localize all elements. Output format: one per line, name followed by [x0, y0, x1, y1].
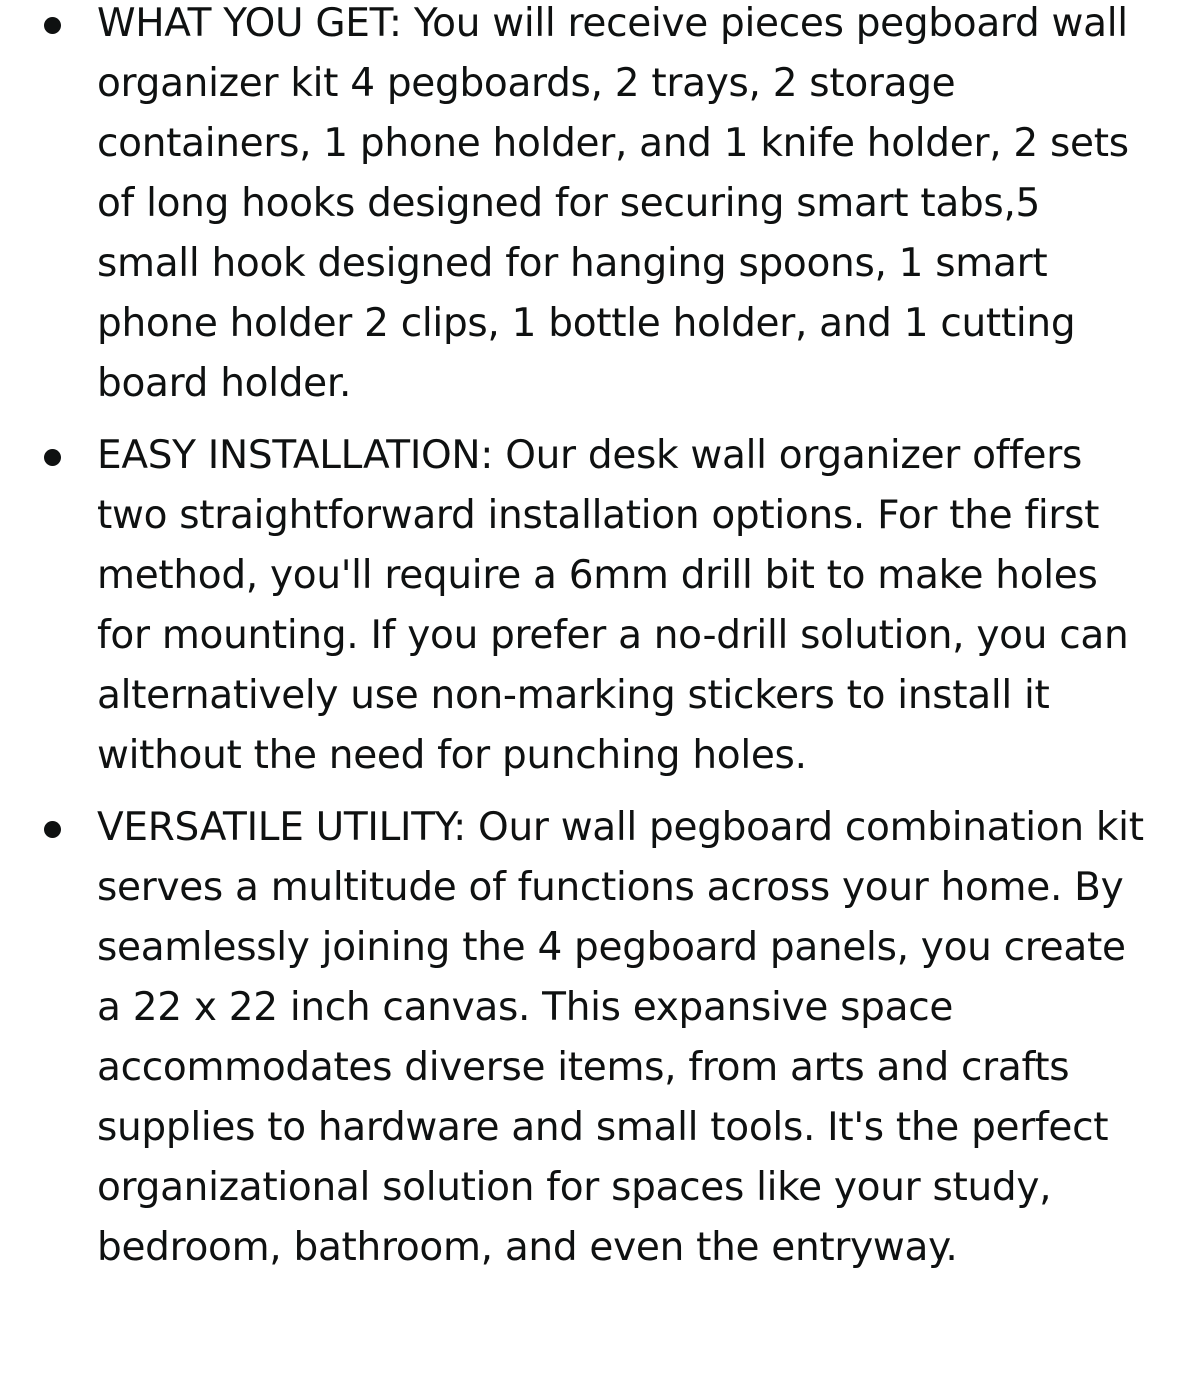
- feature-bullet-text: EASY INSTALLATION: Our desk wall organizer offers two straightforward installation options. For the first method, you'll require a 6mm drill bit to make holes for mounting. If you prefer a no-drill solution, you can alternatively use non-marking stickers to install it without the need for punching holes.: [97, 433, 1129, 778]
- feature-bullet-text: WHAT YOU GET: You will receive pieces pegboard wall organizer kit 4 pegboards, 2 trays, 2 storage containers, 1 phone holder, and 1 knife holder, 2 sets of long hooks designed for securing smart tabs,5 small hook designed for hanging spoons, 1 smart phone holder 2 clips, 1 bottle holder, and 1 cutting board holder.: [97, 1, 1129, 406]
- bullet-dot-icon: [44, 821, 61, 838]
- feature-bullet-versatile-utility: [0, 798, 1179, 1278]
- bullet-dot-icon: [44, 449, 61, 466]
- bullet-dot-icon: [44, 17, 61, 34]
- feature-bullet-text: VERSATILE UTILITY: Our wall pegboard combination kit serves a multitude of functions across your home. By seamlessly joining the 4 pegboard panels, you create a 22 x 22 inch canvas. This expansive space accommodates diverse items, from arts and crafts supplies to hardware and small tools. It's the perfect organizational solution for spaces like your study, bedroom, bathroom, and even the entryway.: [97, 805, 1144, 1270]
- feature-bullet-easy-installation: [0, 426, 1179, 786]
- feature-bullet-what-you-get: [0, 0, 1179, 414]
